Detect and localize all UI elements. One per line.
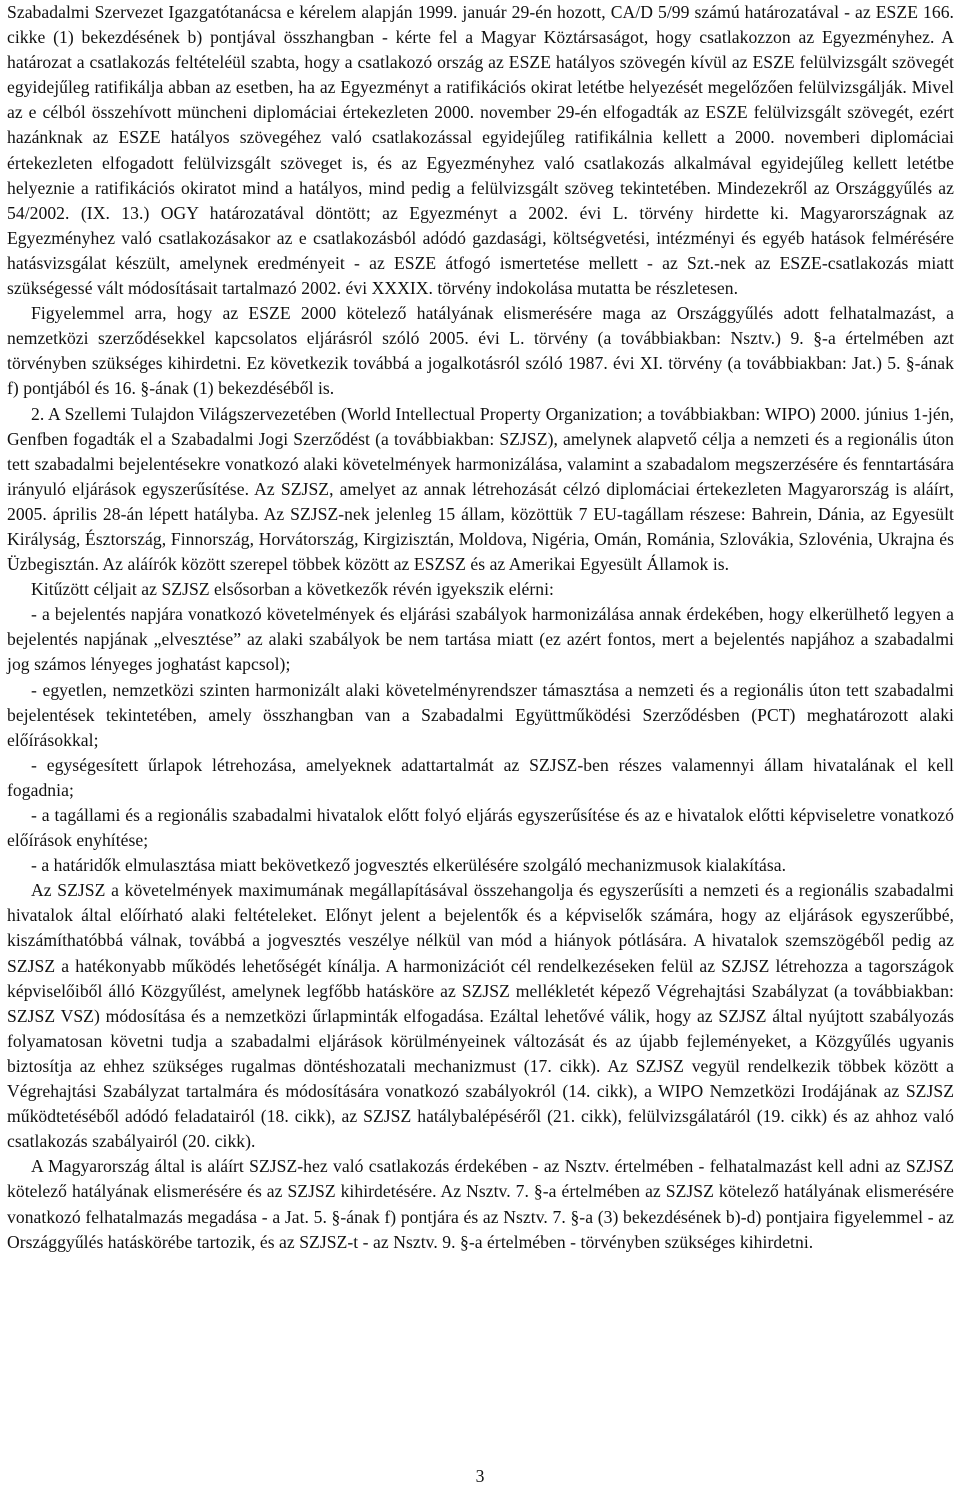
paragraph-esze-accession: Szabadalmi Szervezet Igazgatótanácsa e kérelem alapján 1999. január 29-én hozott, CA/D 5/99 számú határozatával - az ESZE 166. cikke (1) bekezdésének b) pontjával összhangban - kérte fel a Magyar Köztársaságot, hogy csatlakozzon az Egyezményhez. A határozat a csatlakozás feltételéül szabta, hogy a csatlakozó ország az ESZE hatályos szövegén kívül az ESZE felülvizsgált szövegét egyidejűleg ratifikálja abban az esetben, ha az Egyezményt a ratifikációs okirat letétbe helyezését megelőzően felülvizsgálják. Mivel az e célból összehívott müncheni diplomáciai értekezleten 2000. november 29-én elfogadták az ESZE felülvizsgált szövegét, ezért hazánknak az ESZE hatályos szövegéhez való csatlakozással egyidejűleg ratifikálnia kellett a 2000. novemberi diplomáciai értekezleten elfogadott felülvizsgált szöveget is, és az Egyezményhez való csatlakozás alkalmával egyidejűleg kellett letétbe helyeznie a ratifikációs okiratot mind a hatályos, mind pedig a felülvizsgált szöveg tekintetében. Mindezekről az Országgyűlés az 54/2002. (IX. 13.) OGY határozatával döntött; az Egyezményt a 2002. évi L. törvény hirdette ki. Magyarországnak az Egyezményhez való csatlakozásakor az e csatlakozásból adódó gazdasági, költségvetési, intézményi és egyéb hatások felmérésére hatásvizsgálat készült, amelynek eredményeit - az ESZE átfogó ismertetése mellett - az Szt.-nek az ESZE-csatlakozás miatt szükségessé vált módosításait tartalmazó 2002. évi XXXIX. törvény indokolása mutatta be részletesen. [7, 2, 954, 299]
list-item-goal-5: - a határidők elmulasztása miatt bekövetkező jogvesztés elkerülésére szolgáló mechanizmusok kialakítása. [31, 855, 787, 876]
list-item-goal-2: - egyetlen, nemzetközi szinten harmonizált alaki követelményrendszer támasztása a nemzeti és a regionális úton tett szabadalmi bejelentések tekintetében, amely összhangban van a Szabadalmi Együttműködési Szerződésben (PCT) meghatározott alaki előírásokkal; [7, 679, 954, 750]
document-page [7, 0, 954, 1255]
list-item-goal-3: - egységesített űrlapok létrehozása, amelyeknek adattartalmát az SZJSZ-ben részes valamennyi állam hivatalának el kell fogadnia; [7, 754, 954, 800]
paragraph-goals-intro: Kitűzött céljait az SZJSZ elsősorban a következők révén igyekszik elérni: [31, 579, 554, 600]
paragraph-authorization: Figyelemmel arra, hogy az ESZE 2000 kötelező hatályának elismerésére maga az Országgyűlés adott felhatalmazást, a nemzetközi szerződésekkel kapcsolatos eljárásról szóló 2005. évi L. törvény (a továbbiakban: Nsztv.) 9. §-a értelmében azt törvényben szükséges kihirdetni. Ez következik továbbá a jogalkotásról szóló 1987. évi XI. törvény (a továbbiakban: Jat.) 5. §-ának f) pontjából és 16. §-ának (1) bekezdéséből is. [7, 303, 954, 399]
paragraph-hungary-accession: A Magyarország által is aláírt SZJSZ-hez való csatlakozás érdekében - az Nsztv. értelmében - felhatalmazást kell adni az SZJSZ kötelező hatályának elismerésére és az SZJSZ kihirdetésére. Az Nsztv. 7. §-a értelmében az SZJSZ kötelező hatályának elismerésére vonatkozó felhatalmazás megadása - a Jat. 5. §-ának f) pontjára és az Nsztv. 7. §-a (3) bekezdésének b)-d) pontjaira figyelemmel - az Országgyűlés hatáskörébe tartozik, és az SZJSZ-t - az Nsztv. 9. §-a értelmében - törvényben szükséges kihirdetni. [7, 1156, 954, 1252]
paragraph-szjsz-details: Az SZJSZ a követelmények maximumának megállapításával összehangolja és egyszerűsíti a nemzeti és a regionális szabadalmi hivatalok által előírható alaki feltételeket. Előnyt jelent a bejelentők és a képviselők számára, hogy az eljárások egyszerűbbé, kiszámíthatóbbá válnak, továbbá a jogvesztés veszélye nélkül van mód a hiányok pótlására. A hivatalok szemszögéből pedig az SZJSZ a hatékonyabb működés lehetőségét kínálja. A harmonizációt cél rendelkezéseken felül az SZJSZ létrehozza a tagországok képviselőiből álló Közgyűlést, amelynek legfőbb hatásköre az SZJSZ mellékletét képező Végrehajtási Szabályzat (a továbbiakban: SZJSZ VSZ) módosítása és a nemzetközi űrlapminták elfogadása. Ezáltal lehetővé válik, hogy az SZJSZ által nyújtott szabályozás folyamatosan követni tudja a szabadalmi eljárások körülményeinek változását és az újabb fejleményeket, a Közgyűlés ugyanis biztosítja az ehhez szükséges rugalmas döntéshozatali mechanizmust (17. cikk). Az SZJSZ vegyül rendelkezik többek között a Végrehajtási Szabályzat tartalmára és módosítására vonatkozó szabályokról (14. cikk), a WIPO Nemzetközi Irodájának az SZJSZ működtetéséből adódó feladatairól (18. cikk), az SZJSZ hatálybalépéséről (21. cikk), felülvizsgálatáról (19. cikk) és az ahhoz való csatlakozás szabályairól (20. cikk). [7, 880, 954, 1152]
list-item-goal-4: - a tagállami és a regionális szabadalmi hivatalok előtt folyó eljárás egyszerűsítése és az e hivatalok előtti képviseletre vonatkozó előírások enyhítése; [7, 805, 954, 851]
page-number: 3 [475, 1466, 485, 1486]
paragraph-szjsz-intro: 2. A Szellemi Tulajdon Világszervezetében (World Intellectual Property Organization; a továbbiakban: WIPO) 2000. június 1-jén, Genfben fogadták el a Szabadalmi Jogi Szerződést (a továbbiakban: SZJSZ), amelynek alapvető célja a nemzeti és a regionális úton tett szabadalmi bejelentésekre vonatkozó alaki követelmények harmonizálása, valamint a szabadalom megszerzésére és fenntartására irányuló eljárások egyszerűsítése. Az SZJSZ, amelyet az annak létrehozását célzó diplomáciai értekezleten Magyarország is aláírt, 2005. április 28-án lépett hatályba. Az SZJSZ-nek jelenleg 15 állam, közöttük 7 EU-tagállam részese: Bahrein, Dánia, az Egyesült Királyság, Észtország, Finnország, Horvátország, Kirgizisztán, Moldova, Nigéria, Omán, Románia, Szlovákia, Szlovénia, Ukrajna és Üzbegisztán. Az aláírók között szerepel többek között az ESZSZ és az Amerikai Egyesült Államok is. [7, 403, 954, 575]
list-item-goal-1: - a bejelentés napjára vonatkozó követelmények és eljárási szabályok harmonizálása annak érdekében, hogy elkerülhető legyen a bejelentés napjának „elvesztése” az alaki szabályok be nem tartása miatt (ez azért fontos, mert a bejelentés napjához a szabadalmi jog számos lényeges joghatást kapcsol); [7, 604, 954, 675]
